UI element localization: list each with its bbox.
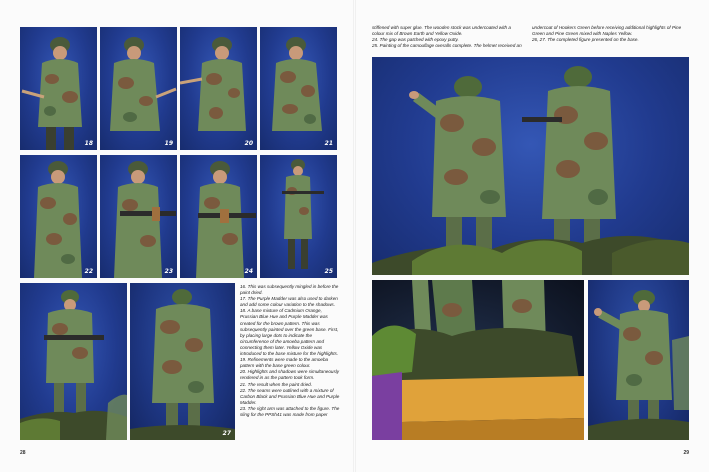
photo-step-24 xyxy=(180,155,257,278)
photo-number: 18 xyxy=(84,140,93,147)
photo-step-20 xyxy=(180,27,257,150)
photo-step-27 xyxy=(130,283,235,440)
figure-illustration xyxy=(130,283,235,440)
photo-base-detail xyxy=(372,280,584,440)
photo-front-view xyxy=(588,280,689,440)
photo-step-25 xyxy=(260,155,337,278)
caption-paragraph: 23. The right arm was attached to the figure. The sling for the PPSh41 was made from paper xyxy=(240,405,340,417)
spine-gutter xyxy=(353,0,356,472)
photo-step-23 xyxy=(100,155,177,278)
caption-paragraph: 26, 27. The completed figure presented on the base. xyxy=(532,37,639,43)
photo-step-21 xyxy=(260,27,337,150)
photo-large-pair xyxy=(372,57,689,275)
figure-illustration xyxy=(20,27,97,150)
figure-illustration xyxy=(588,280,689,440)
figure-illustration xyxy=(20,155,97,278)
photo-number: 19 xyxy=(164,140,173,147)
caption-paragraph: 25. Painting of the camouflage overalls complete. The helmet received an xyxy=(372,43,522,49)
caption-paragraph: 16. This was subsequently mingled in before the paint dried. xyxy=(240,284,339,296)
caption-paragraph: 24. The gap was patched with epoxy putty. xyxy=(372,37,459,43)
photo-number: 24 xyxy=(244,268,253,275)
photo-number: 27 xyxy=(222,430,231,437)
caption-paragraph: 18. A base mixture of Cadmium Orange, Prussian Blue Hue and Purple Madder was created for the brown pattern. This was subsequently painted over the green base. First, by placing large dots to indicate the circumference of the amoeba pattern and connecting them later. Yellow Oxide was introduced to the base mixture for the highlights. xyxy=(240,308,339,357)
photo-number: 25 xyxy=(324,268,333,275)
caption-paragraph: 22. The seams were outlined with a mixture of Carbon Black and Prussian Blue Hue and Purple Madder. xyxy=(240,387,340,405)
caption-paragraph: 20. Highlights and shadows were simultaneously rendered in as the pattern took form. xyxy=(240,369,340,381)
figure-illustration xyxy=(372,280,584,440)
right-caption-col2 xyxy=(532,25,690,43)
page-number-right: 29 xyxy=(683,450,689,456)
caption-paragraph: 21. The result when the paint dried. xyxy=(240,381,313,387)
figure-illustration xyxy=(100,27,177,150)
figure-illustration xyxy=(180,27,257,150)
photo-number: 22 xyxy=(84,268,93,275)
right-caption-col1 xyxy=(372,25,524,49)
photo-step-26 xyxy=(20,283,127,440)
figure-illustration xyxy=(20,283,127,440)
photo-step-22 xyxy=(20,155,97,278)
figure-illustration xyxy=(260,27,337,150)
caption-paragraph: stiffened with super glue. The wooden stock was undercoated with a colour mix of Brown Earth and Yellow Oxide. xyxy=(372,25,511,37)
caption-paragraph: 19. Refinements were made to the amoeba pattern with the base green colour. xyxy=(240,357,329,369)
photo-number: 23 xyxy=(164,268,173,275)
page-number-left: 28 xyxy=(20,450,26,456)
left-caption-block xyxy=(240,284,340,418)
caption-paragraph: undercoat of Hookers Green before receiving additional highlights of Pine Green and Pine Green mixed with Naples Yellow. xyxy=(532,25,682,37)
photo-step-18 xyxy=(20,27,97,150)
caption-paragraph: 17. The Purple Madder was also used to darken and add some colour variation to the shadows. xyxy=(240,296,338,308)
photo-number: 20 xyxy=(244,140,253,147)
figure-illustration xyxy=(372,57,689,275)
photo-step-19 xyxy=(100,27,177,150)
figure-illustration xyxy=(100,155,177,278)
photo-number: 21 xyxy=(324,140,333,147)
figure-illustration xyxy=(180,155,257,278)
figure-illustration xyxy=(260,155,337,278)
